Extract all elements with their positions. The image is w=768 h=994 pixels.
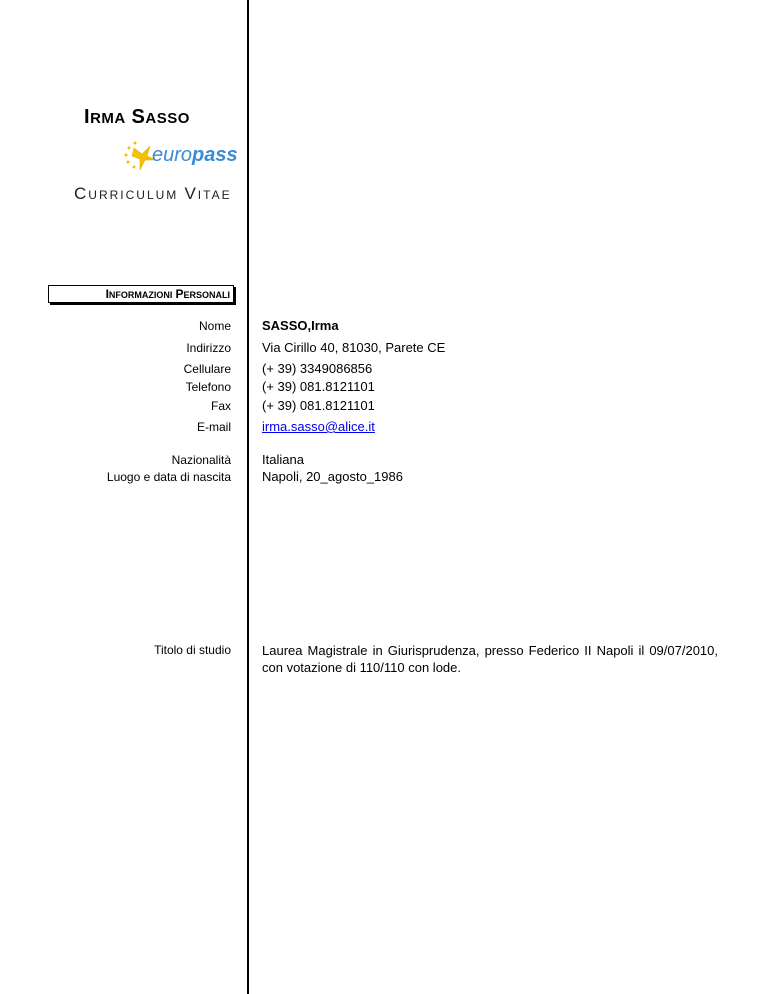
label-nazionalita: Nazionalità — [171, 453, 231, 467]
value-nazionalita: Italiana — [262, 452, 304, 467]
label-nascita: Luogo e data di nascita — [106, 470, 231, 484]
label-email: E-mail — [196, 420, 231, 434]
label-fax: Fax — [210, 399, 231, 413]
value-telefono: (+ 39) 081.8121101 — [262, 379, 375, 394]
value-nome: SASSO,Irma — [262, 318, 339, 333]
label-telefono: Telefono — [185, 380, 231, 394]
value-indirizzo: Via Cirillo 40, 81030, Parete CE — [262, 340, 446, 355]
europass-wordmark: europass — [152, 144, 238, 166]
section-heading-personal-info: INFORMAZIONI PERSONALI — [48, 285, 234, 303]
value-titolo-studio: Laurea Magistrale in Giurisprudenza, presso Federico II Napoli il 09/07/2010, con votazione di 110/110 con lode. — [262, 643, 718, 675]
cv-name-heading: IRMA SASSO — [84, 106, 190, 128]
value-nascita: Napoli, 20_agosto_1986 — [262, 469, 403, 484]
label-cellulare: Cellulare — [183, 362, 231, 376]
label-nome: Nome — [198, 319, 231, 333]
europass-logo — [120, 138, 238, 172]
email-link[interactable]: irma.sasso@alice.it — [262, 419, 375, 434]
column-divider — [247, 0, 249, 994]
value-email — [262, 419, 375, 434]
value-cellulare: (+ 39) 3349086856 — [262, 361, 373, 376]
label-titolo-studio: Titolo di studio — [154, 643, 231, 657]
label-indirizzo: Indirizzo — [186, 341, 231, 355]
cv-title: CURRICULUM VITAE — [74, 184, 232, 203]
value-fax: (+ 39) 081.8121101 — [262, 398, 375, 413]
